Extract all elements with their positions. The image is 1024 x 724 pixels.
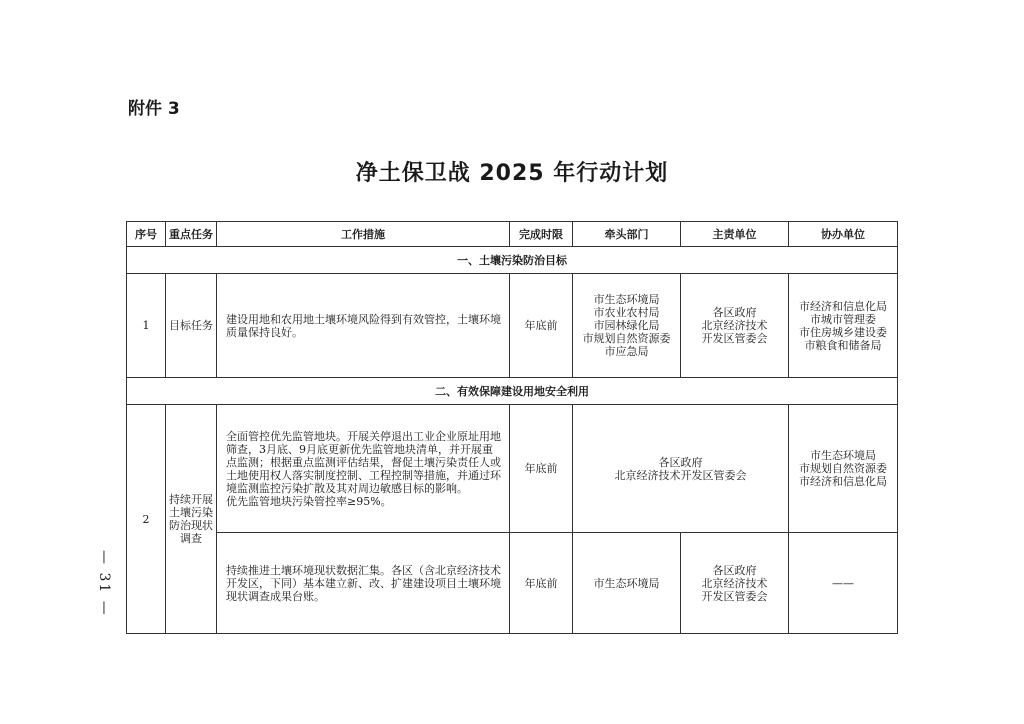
row2a-assist: 市生态环境局 市规划自然资源委 市经济和信息化局: [789, 405, 898, 533]
row1-deadline: 年底前: [510, 274, 573, 378]
row1-assist: 市经济和信息化局 市城市管理委 市住房城乡建设委 市粮食和储备局: [789, 274, 898, 378]
row2a-lead-responsible: 各区政府 北京经济技术开发区管委会: [573, 405, 789, 533]
table-row-2b: [127, 533, 898, 634]
row2-seq: 2: [127, 405, 166, 634]
header-lead: 牵头部门: [573, 222, 681, 247]
table-row-1: [127, 274, 898, 378]
row2b-lead: 市生态环境局: [573, 533, 681, 634]
section-title-1: 一、土壤污染防治目标: [127, 247, 898, 274]
row1-responsible: 各区政府 北京经济技术 开发区管委会: [681, 274, 789, 378]
row1-task: 目标任务: [166, 274, 217, 378]
section-row-1: [127, 247, 898, 274]
action-plan-table: [126, 221, 898, 634]
header-responsible: 主责单位: [681, 222, 789, 247]
attachment-label: 附件 3: [128, 99, 180, 119]
row2b-measures: 持续推进土壤环境现状数据汇集。各区（含北京经济技术开发区，下同）基本建立新、改、扩建建设项目土壤环境现状调查成果台账。: [217, 533, 510, 634]
row2b-assist: ——: [789, 533, 898, 634]
header-measures: 工作措施: [217, 222, 510, 247]
row2b-deadline: 年底前: [510, 533, 573, 634]
page-title: 净土保卫战 2025 年行动计划: [355, 161, 669, 186]
row2a-measures: 全面管控优先监管地块。开展关停退出工业企业原址用地筛查，3月底、9月底更新优先监管地块清单，并开展重点监测；根据重点监测评估结果，督促土壤污染责任人或土地使用权人落实制度控制、工程控制等措施，并通过环境监测监控污染扩散及其对周边敏感目标的影响。 优先监管地块污染管控率≥95%。: [217, 405, 510, 533]
header-assist: 协办单位: [789, 222, 898, 247]
table-row-2a: [127, 405, 898, 533]
header-deadline: 完成时限: [510, 222, 573, 247]
row1-seq: 1: [127, 274, 166, 378]
section-row-2: [127, 378, 898, 405]
row2a-deadline: 年底前: [510, 405, 573, 533]
page-number: — 31 —: [96, 549, 112, 617]
row1-measures: 建设用地和农用地土壤环境风险得到有效管控，土壤环境质量保持良好。: [217, 274, 510, 378]
row1-lead: 市生态环境局 市农业农村局 市园林绿化局 市规划自然资源委 市应急局: [573, 274, 681, 378]
header-row: [127, 222, 898, 247]
header-seq: 序号: [127, 222, 166, 247]
row2-task: 持续开展 土壤污染 防治现状 调查: [166, 405, 217, 634]
header-task: 重点任务: [166, 222, 217, 247]
row2b-responsible: 各区政府 北京经济技术 开发区管委会: [681, 533, 789, 634]
section-title-2: 二、有效保障建设用地安全利用: [127, 378, 898, 405]
